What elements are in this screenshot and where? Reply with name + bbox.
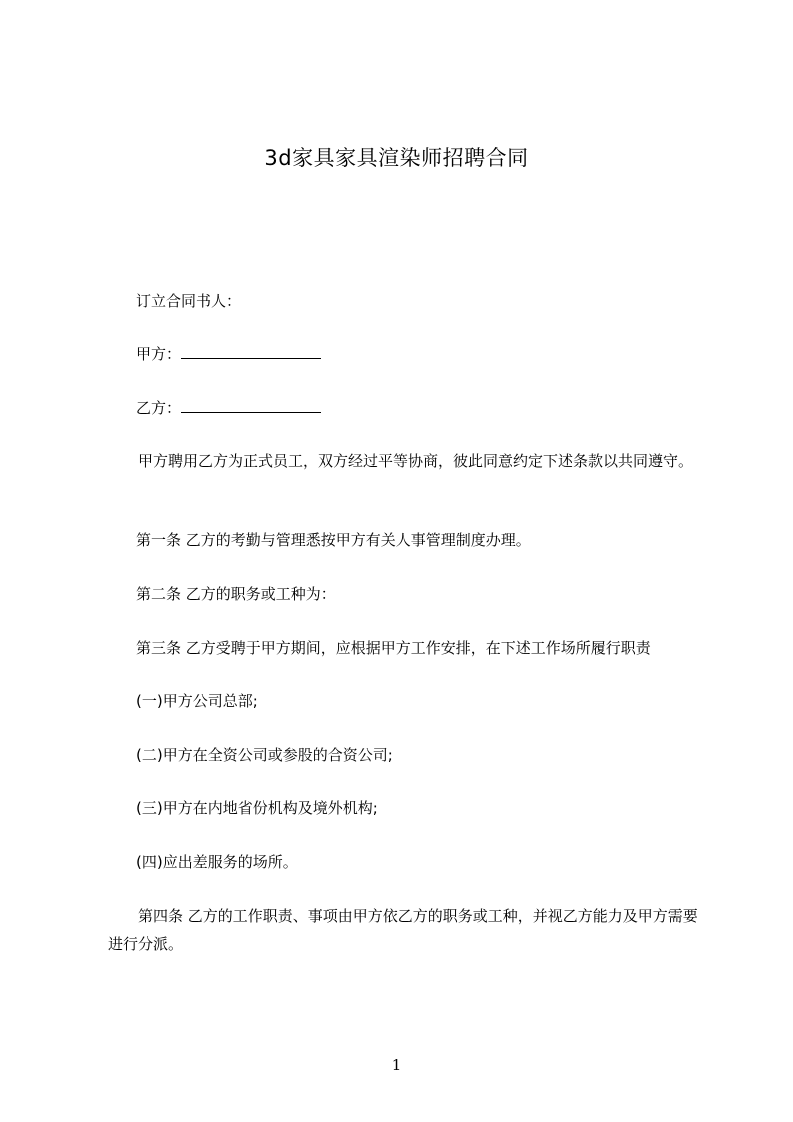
party-a-label: 甲方： (136, 345, 182, 363)
page-number: 1 (391, 1056, 402, 1074)
article-1: 第一条 乙方的考勤与管理悉按甲方有关人事管理制度办理。 (136, 531, 531, 549)
employment-paragraph: 甲方聘用乙方为正式员工，双方经过平等协商，彼此同意约定下述条款以共同遵守。 (138, 452, 694, 470)
party-a-line (136, 344, 321, 364)
workplace-item-3: (三)甲方在内地省份机构及境外机构; (136, 799, 378, 817)
article-4: 第四条 乙方的工作职责、事项由甲方依乙方的职务或工种，并视乙方能力及甲方需要进行分派。 (108, 907, 698, 953)
party-b-label: 乙方： (136, 399, 182, 417)
workplace-item-1: (一)甲方公司总部; (136, 692, 258, 710)
party-a-blank (181, 344, 321, 359)
article-2: 第二条 乙方的职务或工种为： (136, 585, 336, 603)
contract-parties-label: 订立合同书人： (136, 292, 242, 310)
document-title: 3d家具家具渲染师招聘合同 (264, 146, 529, 170)
party-b-line (136, 398, 321, 418)
article-3: 第三条 乙方受聘于甲方期间，应根据甲方工作安排，在下述工作场所履行职责 (136, 639, 651, 657)
workplace-item-4: (四)应出差服务的场所。 (136, 853, 298, 871)
party-b-blank (181, 398, 321, 413)
workplace-item-2: (二)甲方在全资公司或参股的合资公司; (136, 746, 393, 764)
